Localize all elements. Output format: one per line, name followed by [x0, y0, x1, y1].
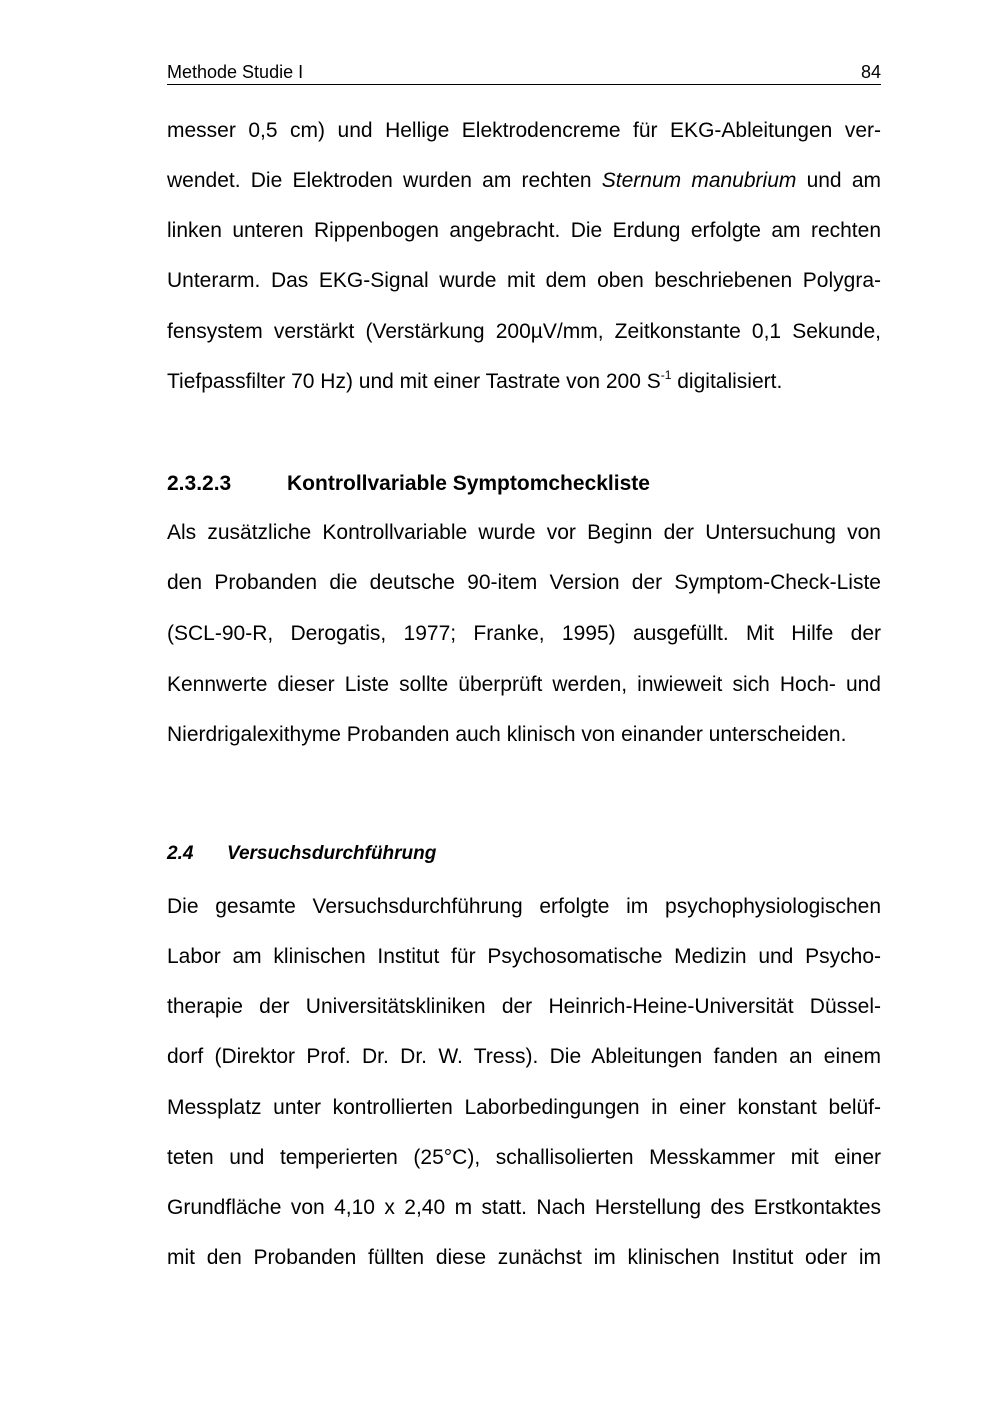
section-title: Versuchsdurchführung: [227, 843, 437, 864]
paragraph-line: mit den Probanden füllten diese zunächst im klinischen Institut oder im: [167, 1246, 881, 1269]
paragraph-line: teten und temperierten (25°C), schallisolierten Messkammer mit einer: [167, 1146, 881, 1169]
paragraph-line: (SCL-90-R, Derogatis, 1977; Franke, 1995) ausgefüllt. Mit Hilfe der: [167, 622, 881, 645]
text-span: digitalisiert.: [671, 370, 783, 393]
text-span: Tiefpassfilter 70 Hz) und mit einer Tastrate von 200 S: [167, 370, 661, 393]
paragraph-line: linken unteren Rippenbogen angebracht. Die Erdung erfolgte am rechten: [167, 219, 881, 242]
section-number: 2.4: [167, 843, 194, 864]
section-heading: [167, 841, 436, 867]
paragraph-line: [167, 167, 881, 195]
page-header: [167, 60, 881, 85]
paragraph-line: [167, 368, 881, 396]
paragraph-line: Messplatz unter kontrollierten Laborbedingungen in einer konstant belüf-: [167, 1096, 881, 1119]
paragraph-line: Grundfläche von 4,10 x 2,40 m statt. Nach Herstellung des Erstkontaktes: [167, 1196, 881, 1219]
section-heading: [167, 470, 650, 498]
running-title: Methode Studie I: [167, 62, 304, 82]
superscript: -1: [660, 368, 672, 382]
section-number: 2.3.2.3: [167, 472, 232, 495]
text-span: und am: [796, 169, 881, 192]
section-title: Kontrollvariable Symptomcheckliste: [287, 472, 650, 495]
page-number: 84: [860, 62, 881, 82]
paragraph-line: Die gesamte Versuchsdurchführung erfolgte im psychophysiologischen: [167, 895, 881, 918]
italic-term: Sternum manubrium: [601, 169, 797, 192]
paragraph-line: Als zusätzliche Kontrollvariable wurde vor Beginn der Untersuchung von: [167, 521, 881, 544]
paragraph-line: fensystem verstärkt (Verstärkung 200µV/mm, Zeitkonstante 0,1 Sekunde,: [167, 320, 881, 343]
paragraph-line: dorf (Direktor Prof. Dr. Dr. W. Tress). Die Ableitungen fanden an einem: [167, 1045, 881, 1068]
paragraph-line: Labor am klinischen Institut für Psychosomatische Medizin und Psycho-: [167, 945, 881, 968]
paragraph-line: Kennwerte dieser Liste sollte überprüft werden, inwieweit sich Hoch- und: [167, 673, 881, 696]
paragraph-line: Unterarm. Das EKG-Signal wurde mit dem oben beschriebenen Polygra-: [167, 269, 881, 292]
paragraph-line: messer 0,5 cm) und Hellige Elektrodencreme für EKG-Ableitungen ver-: [167, 119, 881, 142]
text-span: wendet. Die Elektroden wurden am rechten: [167, 169, 602, 192]
paragraph-line: Nierdrigalexithyme Probanden auch klinisch von einander unterscheiden.: [167, 723, 847, 746]
paragraph-line: therapie der Universitätskliniken der Heinrich-Heine-Universität Düssel-: [167, 995, 881, 1018]
paragraph-line: den Probanden die deutsche 90-item Version der Symptom-Check-Liste: [167, 571, 881, 594]
